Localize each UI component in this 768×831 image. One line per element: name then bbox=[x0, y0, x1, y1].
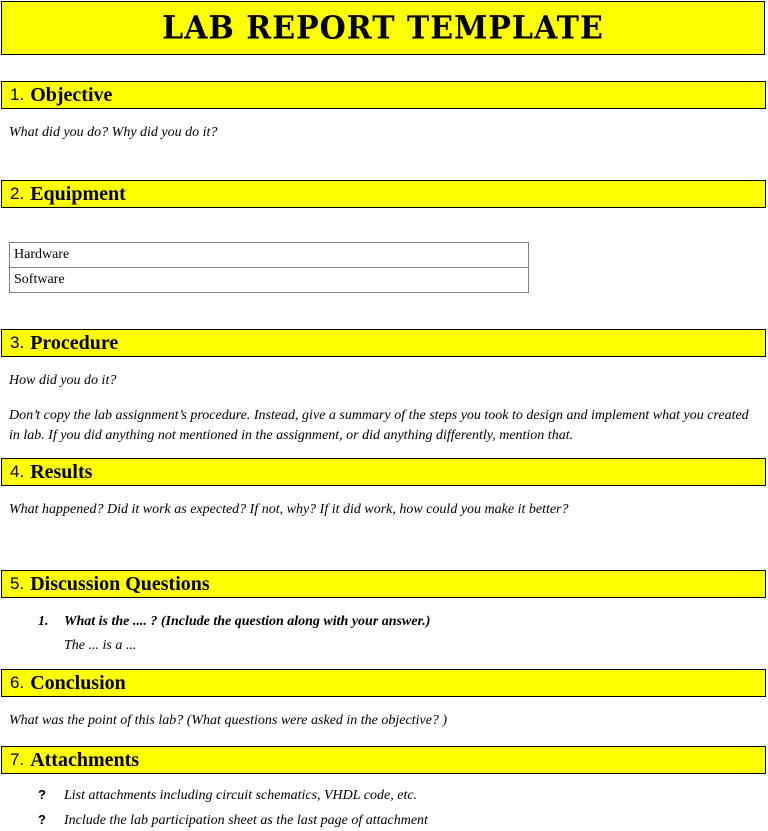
section-title: Procedure bbox=[30, 331, 119, 354]
bullet-marker: ? bbox=[38, 812, 46, 827]
bullet-marker: ? bbox=[38, 787, 46, 802]
section-number: 5. bbox=[10, 574, 25, 593]
section-header-discussion bbox=[1, 570, 766, 598]
question-text: What is the .... ? (Include the question along with your answer.) bbox=[64, 614, 431, 629]
equipment-table bbox=[9, 242, 529, 293]
section-title: Objective bbox=[30, 83, 113, 106]
section-header-objective bbox=[1, 81, 766, 109]
section-header-results bbox=[1, 458, 766, 486]
procedure-question: How did you do it? bbox=[9, 373, 117, 388]
question-number: 1. bbox=[38, 614, 49, 629]
equipment-hardware-cell[interactable]: Hardware bbox=[10, 243, 529, 268]
section-number: 7. bbox=[10, 750, 25, 769]
conclusion-text: What was the point of this lab? (What questions were asked in the objective? ) bbox=[9, 713, 448, 728]
title-banner bbox=[1, 1, 765, 55]
section-header-attachments bbox=[1, 746, 766, 774]
section-number: 1. bbox=[10, 85, 25, 104]
attachment-item-text: List attachments including circuit schematics, VHDL code, etc. bbox=[64, 788, 418, 803]
section-title: Attachments bbox=[30, 748, 140, 771]
table-row bbox=[10, 243, 529, 268]
section-number: 6. bbox=[10, 673, 25, 692]
section-header-equipment bbox=[1, 180, 766, 208]
table-row bbox=[10, 268, 529, 293]
equipment-software-cell[interactable]: Software bbox=[10, 268, 529, 293]
page-title: LAB REPORT TEMPLATE bbox=[162, 9, 604, 47]
section-number: 2. bbox=[10, 184, 25, 203]
procedure-instructions: Don’t copy the lab assignment’s procedure. Instead, give a summary of the steps you took to design and implement what you created in lab. If you did anything not mentioned in the assignment, or did anything differently, mention that. bbox=[9, 408, 749, 443]
list-item bbox=[38, 785, 417, 806]
section-header-conclusion bbox=[1, 669, 766, 697]
discussion-question bbox=[38, 612, 430, 632]
section-number: 3. bbox=[10, 333, 25, 352]
results-text: What happened? Did it work as expected? If not, why? If it did work, how could you make it better? bbox=[9, 502, 569, 517]
section-title: Results bbox=[30, 460, 93, 483]
discussion-answer: The ... is a ... bbox=[64, 638, 137, 653]
section-title: Conclusion bbox=[30, 671, 126, 694]
attachment-item-text: Include the lab participation sheet as the last page of attachment bbox=[64, 813, 428, 828]
section-title: Discussion Questions bbox=[30, 572, 210, 595]
objective-text: What did you do? Why did you do it? bbox=[9, 125, 218, 140]
section-number: 4. bbox=[10, 462, 25, 481]
section-header-procedure bbox=[1, 329, 766, 357]
section-title: Equipment bbox=[30, 182, 126, 205]
